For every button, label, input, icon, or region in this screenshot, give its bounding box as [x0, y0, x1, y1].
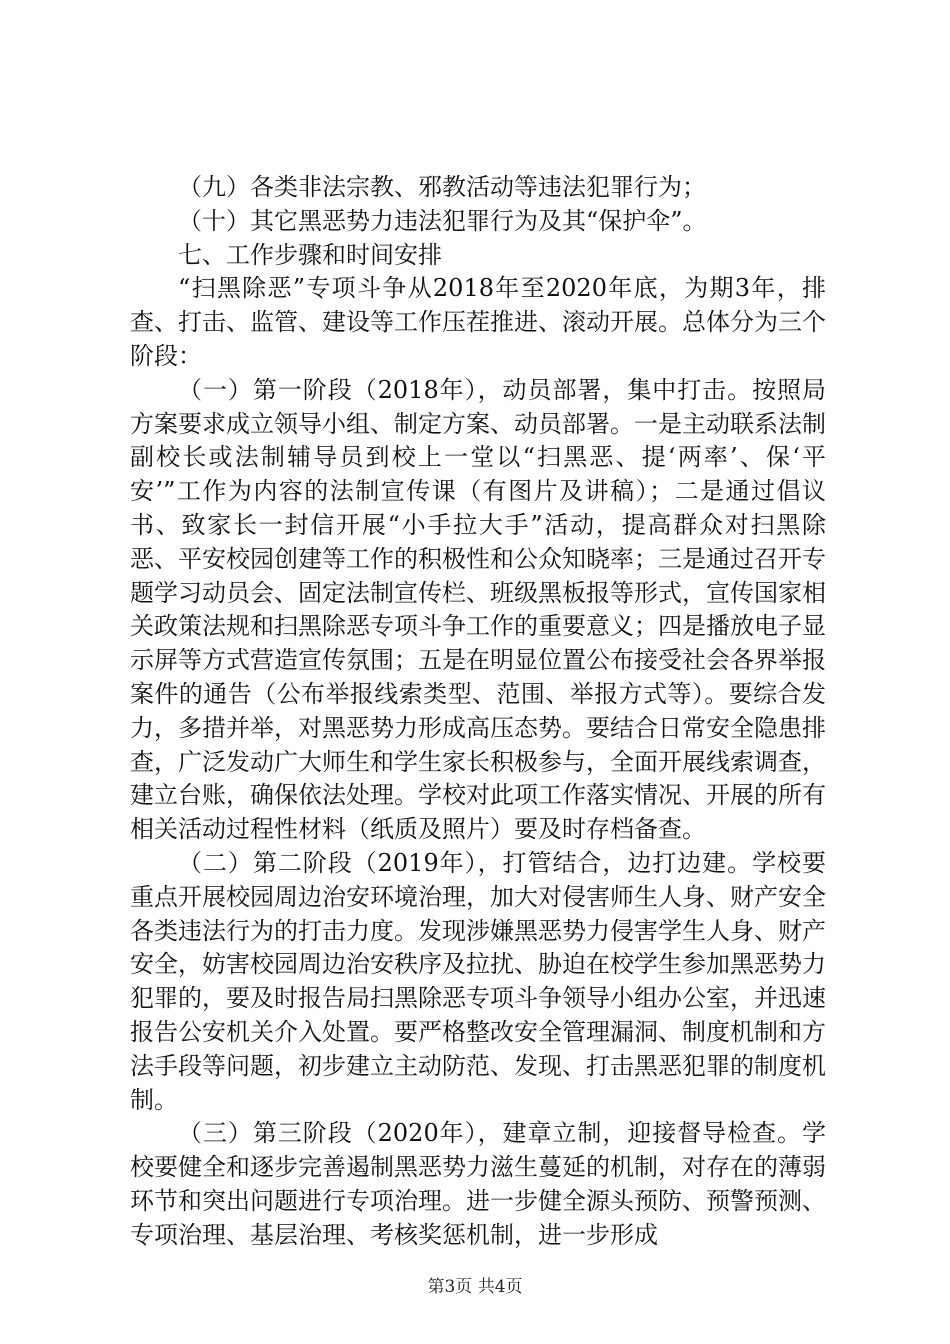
page-number-footer: 第3页 共4页	[427, 1277, 523, 1297]
paragraph-item-9: （九）各类非法宗教、邪教活动等违法犯罪行为；	[178, 173, 706, 201]
paragraph-stage-2: （二）第二阶段（2019年），打管结合，边打边建。学校要重点开展校园周边治安环境治理，加大对侵害师生人身、财产安全各类违法行为的打击力度。发现涉嫌黑恶势力侵害学生人身、财产安全，妨害校园周边治安秩序及拉扰、胁迫在校学生参加黑恶势力犯罪的，要及时报告局扫黑除恶专项斗争领导小组办公室，并迅速报告公安机关介入处置。要严格整改安全管理漏洞、制度机制和方法手段等问题，初步建立主动防范、发现、打击黑恶犯罪的制度机制。	[130, 848, 826, 1114]
paragraph-overview: “扫黑除恶”专项斗争从2018年至2020年底，为期3年，排查、打击、监管、建设等工作压茬推进、滚动开展。总体分为三个阶段：	[130, 274, 826, 370]
section-heading-7: 七、工作步骤和时间安排	[178, 240, 442, 269]
document-body	[130, 171, 826, 1253]
paragraph-stage-1: （一）第一阶段（2018年），动员部署，集中打击。按照局方案要求成立领导小组、制定方案、动员部署。一是主动联系法制副校长或法制辅导员到校上一堂以“扫黑恶、提‘两率’、保‘平安’”工作为内容的法制宣传课（有图片及讲稿）；二是通过倡议书、致家长一封信开展“小手拉大手”活动，提高群众对扫黑除恶、平安校园创建等工作的积极性和公众知晓率；三是通过召开专题学习动员会、固定法制宣传栏、班级黑板报等形式，宣传国家相关政策法规和扫黑除恶专项斗争工作的重要意义；四是播放电子显示屏等方式营造宣传氛围；五是在明显位置公布接受社会各界举报案件的通告（公布举报线索类型、范围、举报方式等）。要综合发力，多措并举，对黑恶势力形成高压态势。要结合日常安全隐患排查，广泛发动广大师生和学生家长积极参与，全面开展线索调查，建立台账，确保依法处理。学校对此项工作落实情况、开展的所有相关活动过程性材料（纸质及照片）要及时存档备查。	[130, 375, 826, 844]
paragraph-item-10: （十）其它黑恶势力违法犯罪行为及其“保护伞”。	[178, 206, 707, 235]
paragraph-stage-3: （三）第三阶段（2020年），建章立制，迎接督导检查。学校要健全和逐步完善遏制黑恶势力滋生蔓延的机制，对存在的薄弱环节和突出问题进行专项治理。进一步健全源头预防、预警预测、专项治理、基层治理、考核奖惩机制，进一步形成	[130, 1119, 826, 1249]
